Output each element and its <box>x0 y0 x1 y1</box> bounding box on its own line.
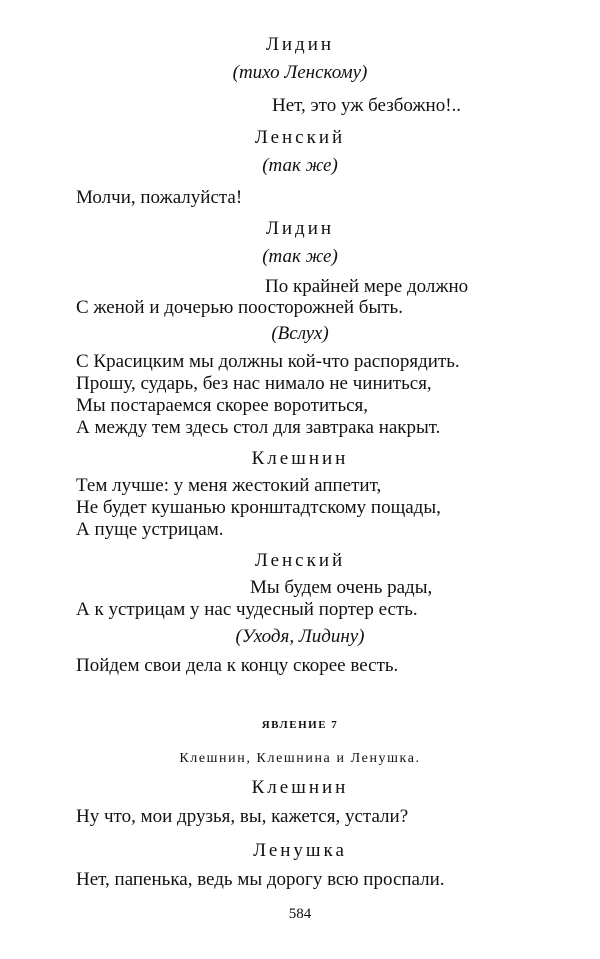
verse-line: А между тем здесь стол для завтрака накрыт. <box>76 417 441 438</box>
verse-line: А к устрицам у нас чудесный портер есть. <box>76 599 418 620</box>
verse-line: С женой и дочерью поосторожней быть. <box>76 297 403 318</box>
cast-list: Клешнин, Клешнина и Ленушка. <box>179 751 421 766</box>
verse-line: Мы постараемся скорее воротиться, <box>76 395 369 416</box>
verse-line: Не будет кушанью кронштадтскому пощады, <box>76 497 441 518</box>
verse-line: Нет, папенька, ведь мы дорогу всю проспали. <box>76 869 445 890</box>
stage-direction: (так же) <box>262 155 338 176</box>
scene-title: ЯВЛЕНИЕ 7 <box>261 719 339 731</box>
verse-line: Нет, это уж безбожно!.. <box>272 95 462 116</box>
speaker-name: Ленский <box>254 127 346 148</box>
speaker-name: Ленский <box>254 550 346 571</box>
stage-direction: (тихо Ленскому) <box>232 62 368 83</box>
speaker-name: Лидин <box>265 34 335 55</box>
page-number: 584 <box>288 906 312 922</box>
verse-line: Мы будем очень рады, <box>250 577 433 598</box>
verse-line: По крайней мере должно <box>265 276 469 297</box>
stage-direction: (Уходя, Лидину) <box>235 626 365 647</box>
stage-direction: (так же) <box>262 246 338 267</box>
verse-line: Тем лучше: у меня жестокий аппетит, <box>76 475 382 496</box>
verse-line: С Красицким мы должны кой-что распорядить. <box>76 351 460 372</box>
speaker-name: Клешнин <box>251 777 349 798</box>
speaker-name: Клешнин <box>251 448 349 469</box>
verse-line: Ну что, мои друзья, вы, кажется, устали? <box>76 806 409 827</box>
speaker-name: Лидин <box>265 218 335 239</box>
verse-line: Прошу, сударь, без нас нимало не чиниться, <box>76 373 432 394</box>
verse-line: А пуще устрицам. <box>76 519 224 540</box>
verse-line: Пойдем свои дела к концу скорее весть. <box>76 655 399 676</box>
verse-line: Молчи, пожалуйста! <box>76 187 243 208</box>
speaker-name: Ленушка <box>253 840 347 861</box>
stage-direction: (Вслух) <box>271 323 329 344</box>
